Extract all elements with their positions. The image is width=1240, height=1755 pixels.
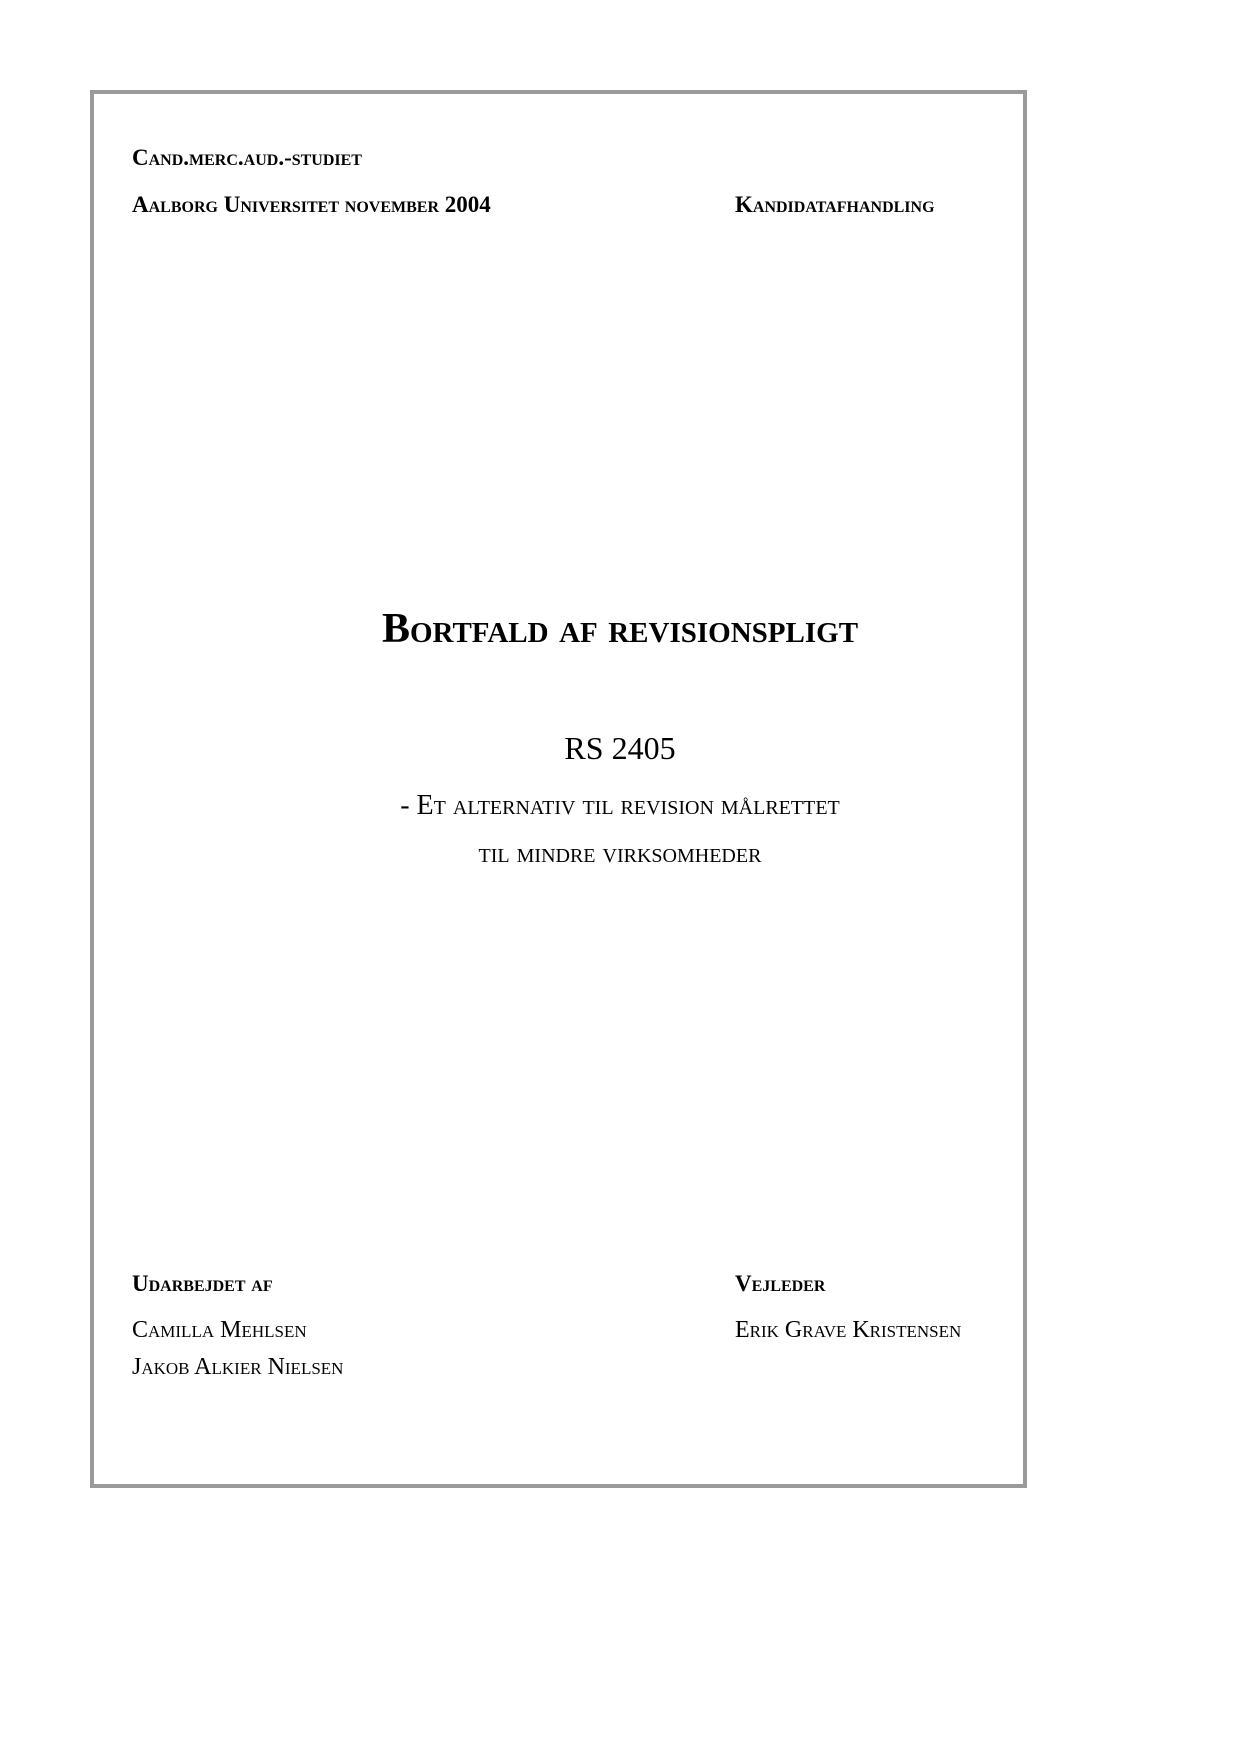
supervisor-name: Erik Grave Kristensen [735,1317,962,1343]
program-name: Cand.merc.aud.-studiet [132,145,362,170]
standard-number: RS 2405 [564,730,676,766]
authors-label: Udarbejdet af [132,1271,273,1296]
university-date: Aalborg Universitet november 2004 [132,192,491,217]
supervisor-label: Vejleder [735,1271,826,1296]
subtitle-line-2: til mindre virksomheder [478,838,762,869]
author-name: Jakob Alkier Nielsen [132,1354,344,1380]
subtitle-line-1: - Et alternativ til revision målrettet [400,790,840,821]
document-title: Bortfald af revisionspligt [381,606,859,652]
document-type: Kandidatafhandling [735,192,935,217]
author-name: Camilla Mehlsen [132,1317,307,1343]
